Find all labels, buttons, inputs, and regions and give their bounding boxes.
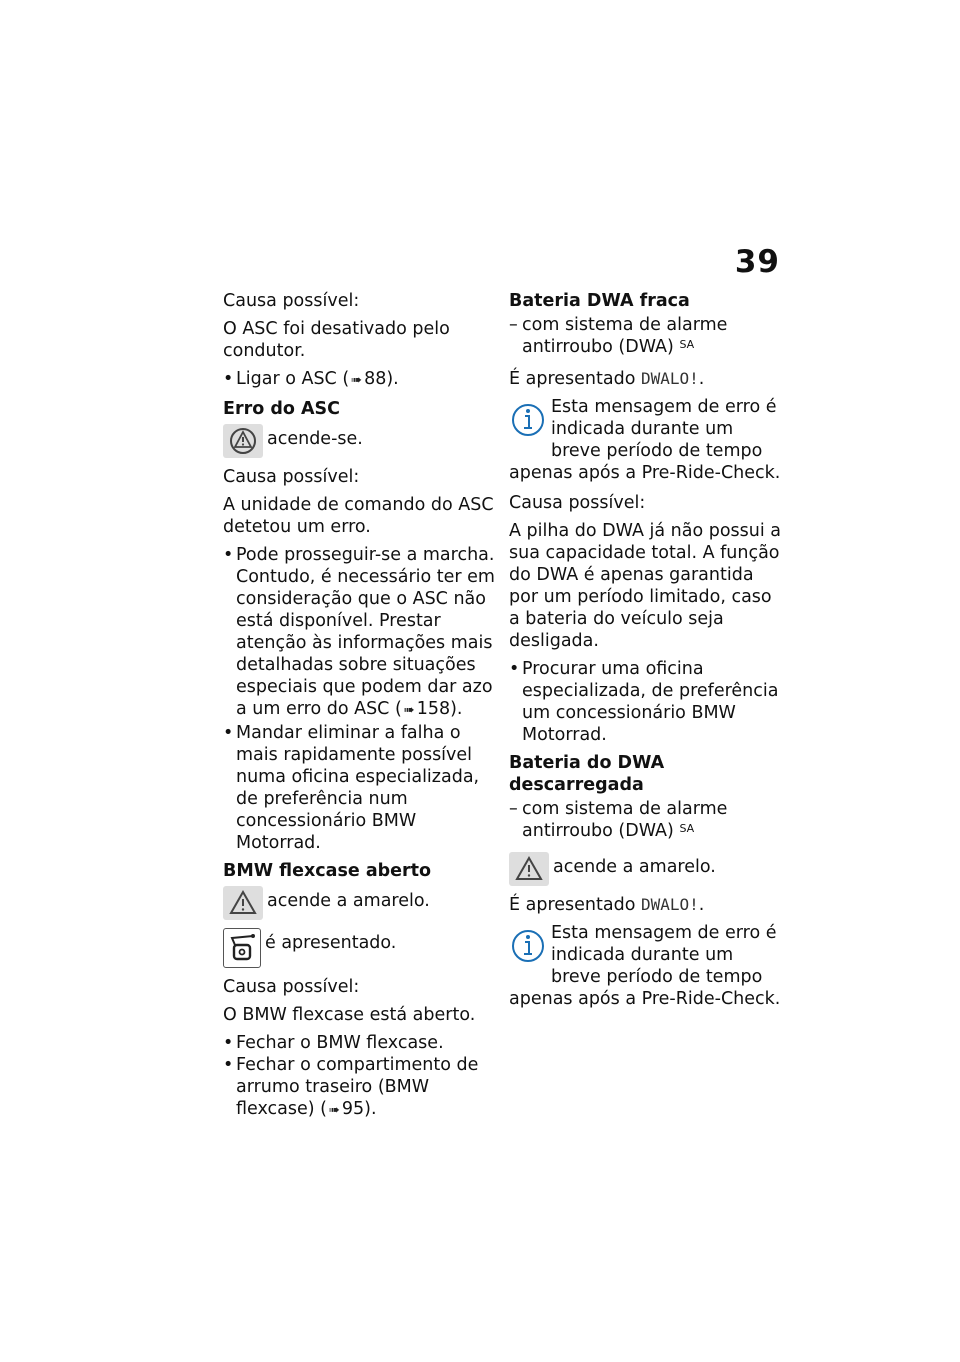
right-column	[509, 290, 781, 1018]
special-equipment-marker: SA	[679, 338, 695, 351]
cause-text: A unidade de comando do ASC detetou um erro.	[223, 495, 494, 537]
page-number: 39	[734, 244, 780, 280]
cause-label: Causa possível:	[223, 291, 360, 311]
action-item: • Fechar o compartimento de arrumo traseiro (BMW flexcase) ( ➠ 95).	[223, 1054, 495, 1122]
cause-label: Causa possível:	[509, 493, 646, 513]
page-reference[interactable]: 88	[364, 369, 387, 389]
warning-indicator-row: acende-se.	[223, 424, 495, 458]
action-item: • Ligar o ASC ( ➠ 88).	[223, 368, 495, 392]
action-item: • Procurar uma oficina especializada, de preferência um concessionário BMW Motorrad.	[509, 658, 781, 746]
cause-text: O ASC foi desativado pelo condutor.	[223, 319, 450, 361]
page-reference-arrow-icon: ➠	[403, 703, 415, 718]
cause-label: Causa possível:	[223, 977, 360, 997]
cause-text: O BMW flexcase está aberto.	[223, 1005, 476, 1025]
info-note: Esta mensagem de erro é indicada durante um breve período de tempo apenas após a Pre-Ride-Check.	[509, 397, 781, 483]
section-title-flexcase-open: BMW flexcase aberto	[223, 861, 432, 881]
warning-triangle-icon	[509, 852, 549, 886]
info-icon	[509, 924, 547, 968]
action-list	[509, 658, 781, 746]
special-equipment-marker: SA	[679, 822, 695, 835]
page-reference-arrow-icon: ➠	[351, 373, 363, 388]
display-code: DWALO!	[640, 369, 699, 388]
display-message: É apresentado DWALO!.	[509, 369, 705, 389]
section-title-asc-error: Erro do ASC	[223, 399, 340, 419]
flexcase-indicator-row: é apresentado.	[223, 928, 495, 968]
action-list	[223, 1032, 495, 1122]
flexcase-open-icon	[223, 928, 261, 968]
action-item: • Pode prosseguir-se a marcha. Contudo, é necessário ter em consideração que o ASC não está disponível. Prestar atenção às informações mais detalhadas sobre situações especiais que podem dar azo a um erro do ASC ( ➠ 158).	[223, 544, 495, 722]
cause-text: A pilha do DWA já não possui a sua capacidade total. A função do DWA é apenas garantida por um período limitado, caso a bateria do veículo seja desligada.	[509, 521, 782, 651]
warning-indicator-row: acende a amarelo.	[509, 852, 781, 886]
section-title-dwa-battery-discharged: Bateria do DWA descarregada	[509, 753, 665, 795]
equipment-condition: – com sistema de alarme antirroubo (DWA) $^{SA}$	[509, 314, 781, 360]
display-message: É apresentado DWALO!.	[509, 895, 705, 915]
left-column	[223, 290, 495, 1128]
warning-indicator-row: acende a amarelo.	[223, 886, 495, 920]
action-item: • Mandar eliminar a falha o mais rapidamente possível numa oficina especializada, de preferência num concessionário BMW Motorrad.	[223, 722, 495, 854]
section-title-dwa-battery-low: Bateria DWA fraca	[509, 291, 690, 311]
action-list	[223, 368, 495, 392]
info-icon	[509, 398, 547, 442]
general-warning-light-icon	[223, 424, 263, 458]
info-note: Esta mensagem de erro é indicada durante um breve período de tempo apenas após a Pre-Ride-Check.	[509, 923, 781, 1009]
warning-triangle-icon	[223, 886, 263, 920]
cause-label: Causa possível:	[223, 467, 360, 487]
equipment-condition: – com sistema de alarme antirroubo (DWA) $^{SA}$	[509, 798, 781, 844]
page-reference[interactable]: 158	[416, 699, 451, 719]
display-code: DWALO!	[640, 895, 699, 914]
action-list	[223, 544, 495, 854]
page-reference-arrow-icon: ➠	[328, 1103, 340, 1118]
page-reference[interactable]: 95	[341, 1099, 365, 1119]
action-item: • Fechar o BMW flexcase.	[223, 1032, 495, 1054]
